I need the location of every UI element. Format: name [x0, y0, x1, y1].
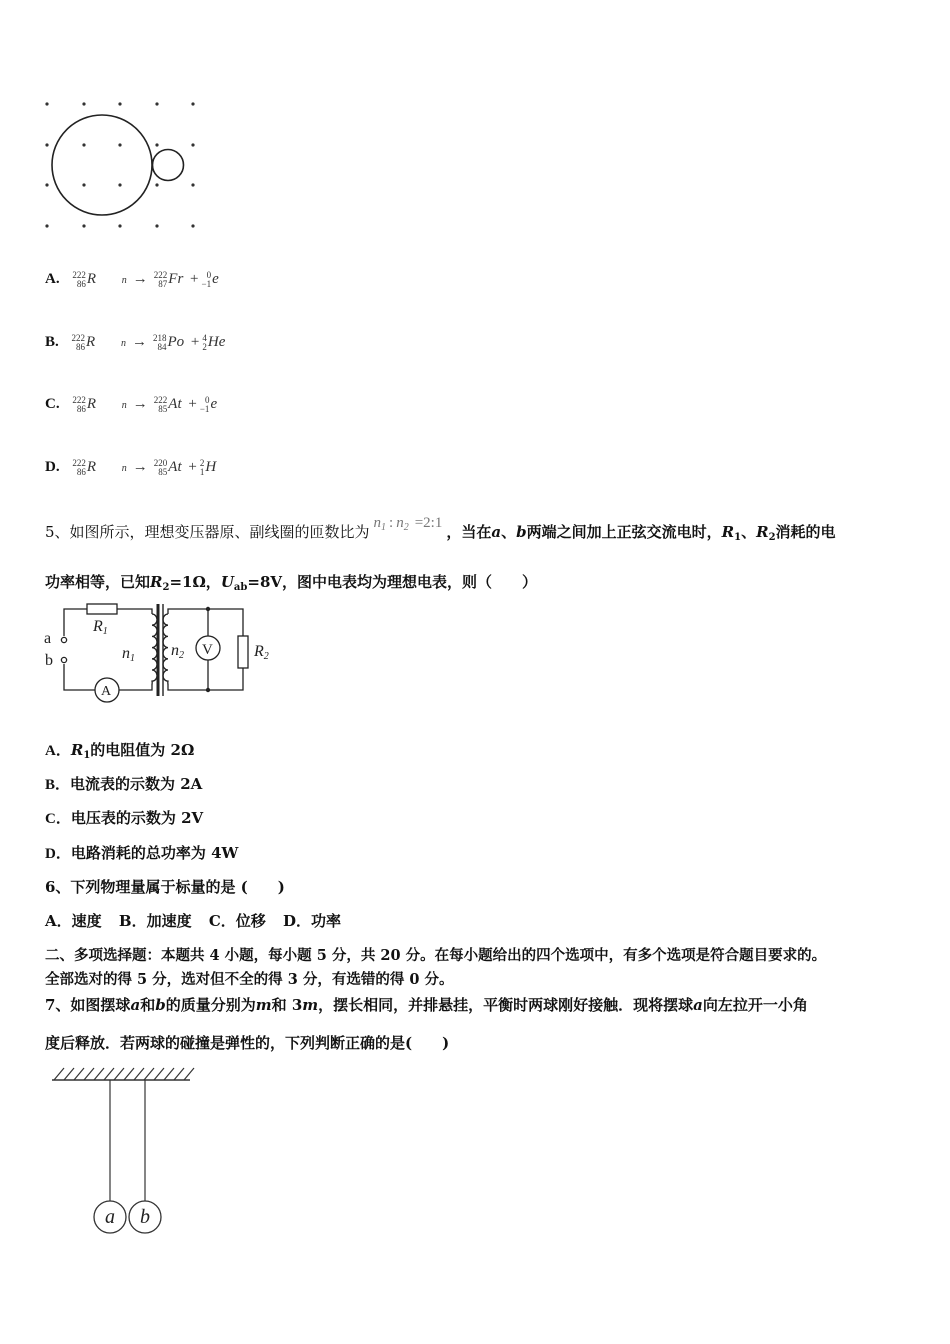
svg-text:A: A: [101, 684, 112, 699]
svg-text:R2: R2: [254, 643, 269, 662]
svg-text:n1: n1: [122, 645, 135, 664]
q7-stem-line2: 度后释放．若两球的碰撞是弹性的，下列判断正确的是( ): [45, 1034, 450, 1052]
pendulum-figure: [48, 1062, 198, 1242]
svg-text:b: b: [45, 652, 53, 669]
section2-line1: 二、多项选择题：本题共 4 小题，每小题 5 分，共 20 分。在每小题给出的四个选项中，有多个选项是符合题目要求的。: [45, 947, 827, 964]
resistor-r2: [238, 636, 248, 668]
svg-text:n2: n2: [171, 642, 184, 661]
q7-stem-line1: 7、如图摆球a和b的质量分别为m和 3m，摆长相同，并排悬挂，平衡时两球刚好接触．现将摆球a向左拉开一小角: [45, 996, 808, 1014]
svg-text:a: a: [105, 1206, 115, 1228]
q5-stem-line1: 5、如图所示，理想变压器原、副线圈的匝数比为 $n_1$ : $n_2$ =2:1 ，当在a、b两端之间加上正弦交流电时，$R_1$、$R_2$消耗的电: [45, 515, 836, 543]
small-track-circle: [153, 150, 184, 181]
q4-option-d[interactable]: D. 222 86R n → 220 85At + 2 1H: [45, 457, 217, 477]
equation-b: 222 86R n → 218 84Po + 4 2He: [71, 332, 226, 352]
q6-stem: 6、下列物理量属于标量的是 ( ): [45, 878, 285, 896]
section2-line2: 全部选对的得 5 分，选对但不全的得 3 分，有选错的得 0 分。: [45, 971, 454, 988]
equation-d: 222 86R n → 220 85At + 2 1H: [72, 457, 217, 477]
q4-option-a[interactable]: A. 222 86R n → 222 87Fr + 0 −1e: [45, 269, 219, 289]
q6-options: [45, 911, 341, 931]
svg-text:R1: R1: [93, 618, 108, 637]
q4-option-c[interactable]: C. 222 86R n → 222 85At + 0 −1e: [45, 394, 218, 414]
q6-option-a[interactable]: A．速度: [45, 912, 102, 930]
q5-option-b[interactable]: B．电流表的示数为 2A: [45, 775, 203, 793]
equation-c: 222 86R n → 222 85At + 0 −1e: [72, 394, 218, 414]
svg-text:a: a: [44, 630, 52, 647]
transformer-circuit: [40, 600, 280, 710]
resistor-r1: [87, 604, 117, 614]
turns-ratio: $n_1$ : $n_2$ =2:1: [373, 515, 443, 533]
svg-text:V: V: [202, 642, 213, 658]
q5-option-d[interactable]: D．电路消耗的总功率为 4W: [45, 844, 239, 862]
q5-option-a[interactable]: A．$R_1$的电阻值为 2Ω: [45, 741, 195, 761]
q6-option-c[interactable]: C．位移: [208, 912, 266, 930]
q4-option-b[interactable]: B. 222 86R n → 218 84Po + 4 2He: [45, 332, 226, 352]
q6-option-d[interactable]: D．功率: [283, 912, 342, 930]
q6-option-b[interactable]: B．加速度: [118, 912, 192, 930]
svg-text:b: b: [140, 1206, 150, 1228]
q5-stem-line2: 功率相等，已知$R_2=1\Omega$，$U_{ab}=8V$，图中电表均为理想电表，则（ ）: [45, 573, 538, 593]
magnetic-field-figure: [38, 95, 208, 235]
q5-option-c[interactable]: C．电压表的示数为 2V: [45, 809, 204, 827]
large-track-circle: [52, 115, 152, 215]
equation-a: 222 86R n → 222 87Fr + 0 −1e: [72, 269, 219, 289]
